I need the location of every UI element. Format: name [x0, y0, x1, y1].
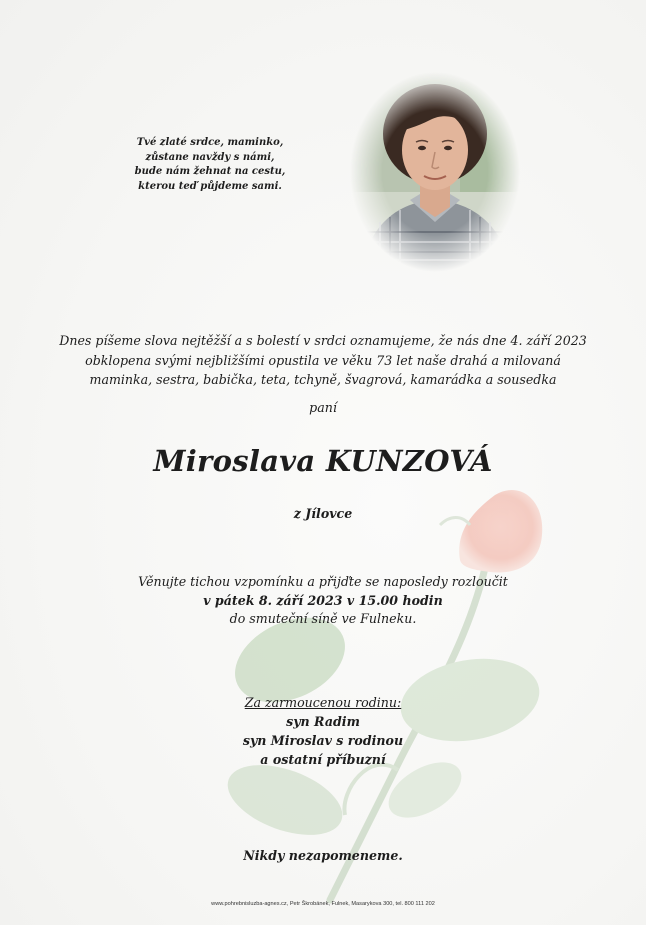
announcement-line: Dnes píšeme slova nejtěžší a s bolestí v srdci oznamujeme, že nás dne 4. září 2023 — [59, 333, 587, 348]
place-of-origin: z Jílovce — [293, 506, 353, 521]
announcement-line: maminka, sestra, babička, teta, tchyně, švagrová, kamarádka a sousedka — [89, 372, 557, 387]
announcement-line: obklopena svými nejbližšími opustila ve věku 73 let naše drahá a milovaná — [85, 352, 561, 368]
mourner-name: syn Miroslav s rodinou — [242, 733, 404, 748]
poem-line: bude nám žehnat na cestu, — [134, 166, 286, 177]
funeral-details — [0, 573, 646, 629]
mourner-name: a ostatní příbuzní — [260, 752, 386, 767]
farewell-invitation: Věnujte tichou vzpomínku a přijďte se naposledy rozloučit — [138, 574, 508, 589]
death-announcement — [40, 331, 606, 390]
poem-line: Tvé zlaté srdce, maminko, — [136, 137, 284, 148]
poem-line: kterou teď půjdeme sami. — [138, 180, 282, 192]
title-prefix: paní — [309, 400, 337, 415]
funeral-datetime: v pátek 8. září 2023 v 15.00 hodin — [203, 592, 443, 608]
mourner-name: syn Radim — [286, 714, 360, 729]
deceased-name: Miroslava KUNZOVÁ — [153, 444, 493, 478]
memorial-poem — [110, 136, 310, 194]
closing-line: Nikdy nezapomeneme. — [243, 848, 403, 863]
portrait-photo — [350, 72, 520, 272]
mourners-heading: Za zarmoucenou rodinu: — [244, 695, 402, 710]
funeral-service-footer: www.pohrebnisluzba-agnes.cz, Petr Škrobánek, Fulnek, Masarykova 300, tel. 800 111 202 — [211, 901, 435, 907]
mourners-list — [0, 693, 646, 769]
funeral-place: do smuteční síně ve Fulneku. — [229, 611, 417, 626]
poem-line: zůstane navždy s námi, — [145, 151, 275, 163]
